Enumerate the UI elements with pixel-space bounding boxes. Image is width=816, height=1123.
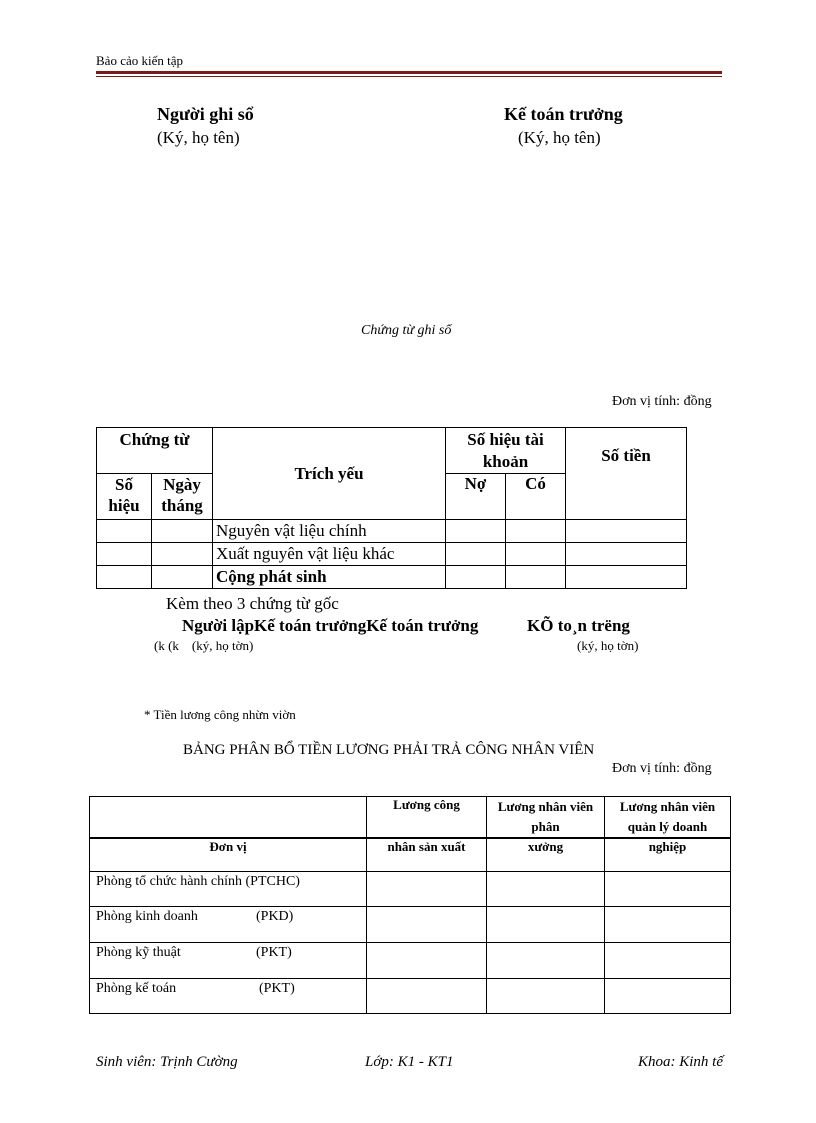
footer-student: Sinh viên: Trịnh Cường	[96, 1054, 238, 1070]
th-col3-top: Lương nhân viên quản lý doanh	[605, 797, 731, 839]
dept-code: (PTCHC)	[245, 873, 300, 889]
th-so-hieu-tk: Số hiệu tài khoản	[446, 428, 566, 474]
signer-right-sign: (Ký, họ tên)	[518, 128, 601, 147]
table-row	[90, 978, 731, 1013]
th-ngay-thang: Ngày tháng	[152, 474, 213, 520]
voucher-unit: Đơn vị tính: đồng	[612, 394, 712, 409]
th-col2-bottom: xưởng	[487, 838, 605, 871]
footer-class: Lớp: K1 - KT1	[365, 1054, 454, 1070]
attached-note: Kèm theo 3 chứng từ gốc	[166, 594, 339, 613]
th-col2-top: Lương nhân viên phân	[487, 797, 605, 839]
th-chung-tu: Chứng từ	[97, 428, 213, 474]
th-col3-bottom: nghiệp	[605, 838, 731, 871]
sign-note-right: (ký, họ tờn)	[577, 638, 639, 653]
th-so-hieu: Số hiệu	[97, 474, 152, 520]
th-col1-top: Lương công	[367, 797, 487, 839]
dept-name: Phòng kinh doanh	[96, 908, 198, 924]
dept-code: (PKT)	[256, 944, 292, 960]
th-co: Có	[506, 474, 566, 520]
dept-name: Phòng tổ chức hành chính	[96, 873, 243, 889]
dept-name: Phòng kỹ thuật	[96, 944, 181, 960]
table-row	[90, 942, 731, 978]
th-no: Nợ	[446, 474, 506, 520]
table-row	[97, 543, 687, 566]
signers-right: KÕ to¸n trëng	[527, 616, 630, 635]
header-rule	[96, 71, 722, 74]
signer-left-sign: (Ký, họ tên)	[157, 128, 240, 147]
table-row	[90, 871, 731, 906]
signers-line: Người lậpKế toán trưởngKế toán trưởng	[182, 616, 479, 635]
voucher-table	[96, 427, 687, 589]
salary-table	[89, 796, 731, 1014]
row-desc: Nguyên vật liệu chính	[213, 520, 446, 543]
footer-faculty: Khoa: Kinh tế	[638, 1054, 723, 1070]
th-so-tien: Số tiền	[566, 428, 687, 520]
dept-code: (PKD)	[256, 908, 294, 924]
voucher-title: Chứng từ ghi sổ	[361, 323, 452, 338]
header-rule-thin	[96, 76, 722, 77]
table-row	[97, 566, 687, 589]
header-title: Bảo cảo kiến tập	[96, 53, 183, 68]
signer-right-role: Kế toán trưởng	[504, 104, 623, 124]
dept-name: Phòng kế toán	[96, 980, 177, 996]
salary-title: BẢNG PHÂN BỔ TIỀN LƯƠNG PHẢI TRẢ CÔNG NHÂN VIÊN	[183, 742, 595, 758]
th-col1-bottom: nhân sản xuất	[367, 838, 487, 871]
th-trich-yeu: Trích yếu	[213, 428, 446, 520]
row-desc: Xuất nguyên vật liệu khác	[213, 543, 446, 566]
table-row	[90, 906, 731, 942]
salary-note: * Tiền lương công nhừn viờn	[144, 707, 296, 722]
table-row	[97, 520, 687, 543]
sign-note-left: (k (k (ký, họ tờn)	[154, 638, 254, 653]
signer-left-role: Người ghi sổ	[157, 104, 254, 124]
th-don-vi: Đơn vị	[90, 838, 367, 871]
salary-unit: Đơn vị tính: đồng	[612, 761, 712, 776]
row-total: Cộng phát sinh	[213, 566, 446, 589]
dept-code: (PKT)	[259, 980, 295, 996]
